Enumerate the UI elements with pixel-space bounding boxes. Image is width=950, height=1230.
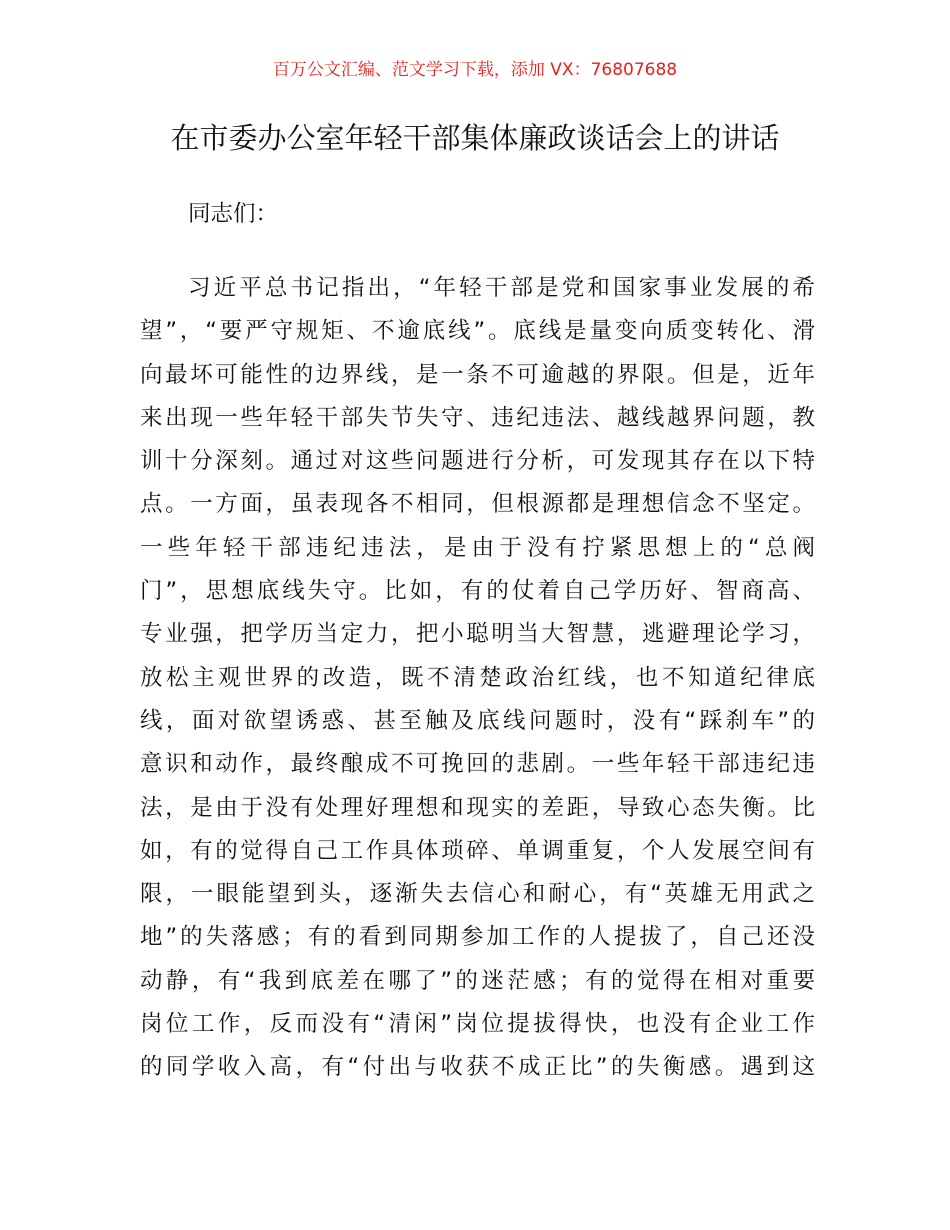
body-line: 地”的失落感；有的看到同期参加工作的人提拔了，自己还没 [140,924,815,951]
body-line: 如，有的觉得自己工作具体琐碎、单调重复，个人发展空间有 [140,837,815,864]
body-line: 岗位工作，反而没有“清闲”岗位提拔得快，也没有企业工作 [140,1011,815,1038]
body-line: 限，一眼能望到头，逐渐失去信心和耐心，有“英雄无用武之 [140,881,815,908]
body-line: 门”，思想底线失守。比如，有的仗着自己学历好、智商高、 [140,578,815,605]
body-line: 的同学收入高，有“付出与收获不成正比”的失衡感。遇到这 [140,1054,815,1081]
body-line: 来出现一些年轻干部失节失守、违纪违法、越线越界问题，教 [140,404,815,431]
body-paragraph [140,267,815,1090]
body-line: 线，面对欲望诱惑、甚至触及底线问题时，没有“踩刹车”的 [140,707,815,734]
body-line: 习近平总书记指出，“年轻干部是党和国家事业发展的希 [188,275,815,301]
body-line: 望”，“要严守规矩、不逾底线”。底线是量变向质变转化、滑 [140,318,815,345]
body-line: 点。一方面，虽表现各不相同，但根源都是理想信念不坚定。 [140,491,815,518]
salutation: 同志们： [188,201,279,227]
body-line: 放松主观世界的改造，既不清楚政治红线，也不知道纪律底 [140,664,815,691]
promo-banner: 百万公文汇编、范文学习下载，添加 VX：76807688 [272,60,678,80]
body-line: 向最坏可能性的边界线，是一条不可逾越的界限。但是，近年 [140,361,815,388]
body-line: 专业强，把学历当定力，把小聪明当大智慧，逃避理论学习， [140,621,815,648]
body-line: 意识和动作，最终酿成不可挽回的悲剧。一些年轻干部违纪违 [140,751,815,778]
body-line: 训十分深刻。通过对这些问题进行分析，可发现其存在以下特 [140,448,815,475]
body-line: 法，是由于没有处理好理想和现实的差距，导致心态失衡。比 [140,794,815,821]
document-title: 在市委办公室年轻干部集体廉政谈话会上的讲话 [170,121,780,155]
body-line: 动静，有“我到底差在哪了”的迷茫感；有的觉得在相对重要 [140,967,815,994]
body-line: 一些年轻干部违纪违法，是由于没有拧紧思想上的“总阀 [140,534,815,561]
